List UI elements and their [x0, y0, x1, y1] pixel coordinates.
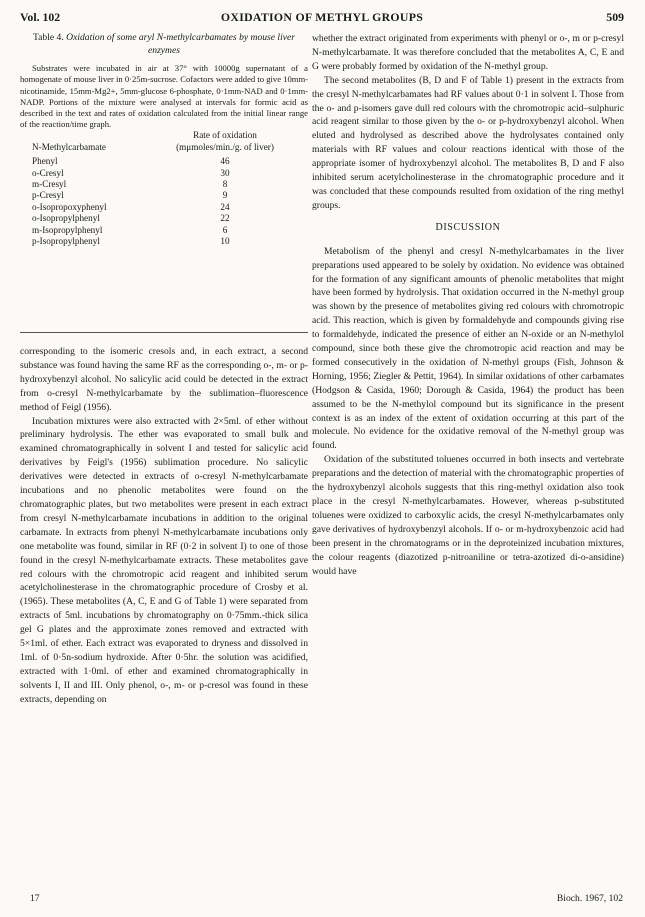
table-row: p-Isopropylphenyl 10	[32, 236, 230, 247]
table-row: o-Cresyl 30	[32, 167, 230, 178]
paragraph: The second metabolites (B, D and F of Table 1) present in the extracts from the cresyl N-methylcarbamates had RF values about 0·1 in solvent I. Those from the o- and p-isomers gave dull red colours with the chromotropic acid–sulphuric acid reagent similar to those given by the o- or p-hydroxybenzyl alcohol. When eluted and hydrolysed as described above the hydrolysates contained only materials with RF values and colour reactions identical with those of the appropriate isomer of hydroxybenzyl alcohol. The metabolites B, D and F also inhibited serum acetylcholinesterase in the chromatographic procedure and it was concluded that these compounds resulted from oxidation of the ring methyl groups.	[312, 74, 624, 211]
data-table	[32, 130, 280, 247]
left-column-text	[20, 345, 308, 707]
paragraph: corresponding to the isomeric cresols and, in each extract, a second substance was found having the same RF as the corresponding o-, m- or p-hydroxybenzyl alcohol. No salicylic acid could be detected in the extract from o-cresyl N-methylcarbamate by the sublimation–fluorescence method of Feigl (1956).	[20, 346, 308, 413]
paragraph: whether the extract originated from experiments with phenyl or o-, m or p-cresyl N-methylcarbamate. It was therefore concluded that the metabolites A, C, E and G were probably formed by oxidation of the N-methyl group.	[312, 33, 624, 72]
column-header-carbamate: N-Methylcarbamate	[32, 141, 106, 152]
table-row: m-Cresyl 8	[32, 179, 228, 190]
table-block	[20, 32, 308, 247]
table-divider	[20, 332, 308, 333]
column-header-rate-top: Rate of oxidation	[193, 130, 257, 141]
volume-label: Vol. 102	[20, 10, 61, 24]
table-caption-title: Oxidation of some aryl N-methylcarbamates by mouse liver enzymes	[66, 32, 296, 56]
footer-journal: Bioch. 1967, 102	[556, 893, 623, 904]
right-column-text	[312, 32, 624, 578]
table-row: o-Isopropoxyphenyl 24	[32, 201, 230, 212]
running-header	[20, 10, 624, 28]
table-row: m-Isopropylphenyl 6	[32, 224, 228, 235]
table-caption-label: Table 4.	[32, 32, 64, 43]
paragraph: Metabolism of the phenyl and cresyl N-methylcarbamates in the liver preparations used appeared to be solely by oxidation. No evidence was obtained for the formation of any significant amounts of phenolic metabolites that might have been formed by hydrolysis. That oxidation occurred in the N-methyl group was shown by the presence of metabolites giving red colours with chromotropic acid. This reaction, which is given by formaldehyde and compounds giving rise to formaldehyde, indicated the presence of either an N-oxide or an N-methylol compound, since both these give the chromotropic acid reaction and may be formed consecutively in the oxidation of N-methyl groups (Fish, Johnson & Horning, 1956; Ziegler & Pettit, 1964). In similar oxidations of other carbamates (Hodgson & Casida, 1960; Dorough & Casida, 1964) the product has been assumed to be the N-methylol compound but its significance in the present context is as an index of the extent of oxidation occurring at this part of the molecule. No evidence for the oxidative removal of the N-methyl group was found.	[312, 245, 624, 452]
section-heading: DISCUSSION	[435, 221, 501, 233]
running-title: OXIDATION OF METHYL GROUPS	[220, 10, 424, 24]
footer-signature: 17	[30, 893, 40, 904]
table-row: o-Isopropylphenyl 22	[32, 213, 230, 224]
paragraph: Oxidation of the substituted toluenes occurred in both insects and vertebrate preparations and the detection of material with the chromatographic properties of the hydroxybenzyl alcohols suggests that this ring-methyl oxidation also took place in the cresyl N-methylcarbamates. However, whereas p-substituted toluenes were oxidized to carboxylic acids, the cresyl N-methylcarbamates only gave derivatives of hydroxybenzyl alcohols. If o- or m-hydroxybenzoic acid had been present in the chromatograms or in the deproteinized incubation mixtures, the colour reagents (diazotized p-nitroaniline or tetra-azotized di-o-ansidine) would have	[312, 454, 624, 577]
paragraph: Incubation mixtures were also extracted with 2×5ml. of ether without preliminary hydrolysis. The ether was evaporated to small bulk and examined chromatographically in solvent I and tested for salicylic acid derivatives by Feigl's (1956) sublimation procedure. No salicylic derivatives were detected in extracts of o-cresyl N-methylcarbamate incubations and no phenolic metabolites were found on the chromatographic plates, but two metabolites were present in each extract from cresyl N-methylcarbamate incubations in addition to the original carbamate. In extracts from phenyl N-methylcarbamate incubations only one metabolite was found, similar in RF (0·2 in solvent I) to one of those found in the cresyl N-methylcarbamate extracts. These metabolites gave red colours with the chromotropic acid reagent and inhibited serum acetylcholinesterase in the chromatographic procedure of Crosby et al. (1965). These metabolites (A, C, E and G of Table 1) were separated from extracts of 5ml. incubations by chromatography on 0·75mm.-thick silica gel G plates and the approximate zones removed and extracted with 5×1ml. of ether. Each extract was evaporated to dryness and dissolved in 1ml. of 0·5n-sodium hydroxide. After 0·5hr. the solution was acidified, extracted with 1·0ml. of ether and examined chromatographically in solvents I, II and III. Only phenol, o-, m- or p-cresol was found in these extracts, depending on	[20, 415, 308, 705]
column-header-rate: (mμmoles/min./g. of liver)	[176, 141, 274, 152]
page-number: 509	[606, 10, 624, 24]
table-row: p-Cresyl 9	[32, 190, 228, 201]
table-note: Substrates were incubated in air at 37° with 10000g supernatant of a homogenate of mouse liver in 0·25m-sucrose. Cofactors were added to give 10mm-nicotinamide, 15mm-Mg2+, 5mm-glucose 6-phosphate, 0·1mm-NAD and 0·1mm-NADP. Portions of the mixture were analysed at intervals for formic acid as described in the text and rates of oxidation calculated from the initial linear range of the reaction/time graph.	[20, 63, 308, 130]
table-caption	[20, 32, 308, 57]
table-row: Phenyl 46	[32, 156, 230, 167]
